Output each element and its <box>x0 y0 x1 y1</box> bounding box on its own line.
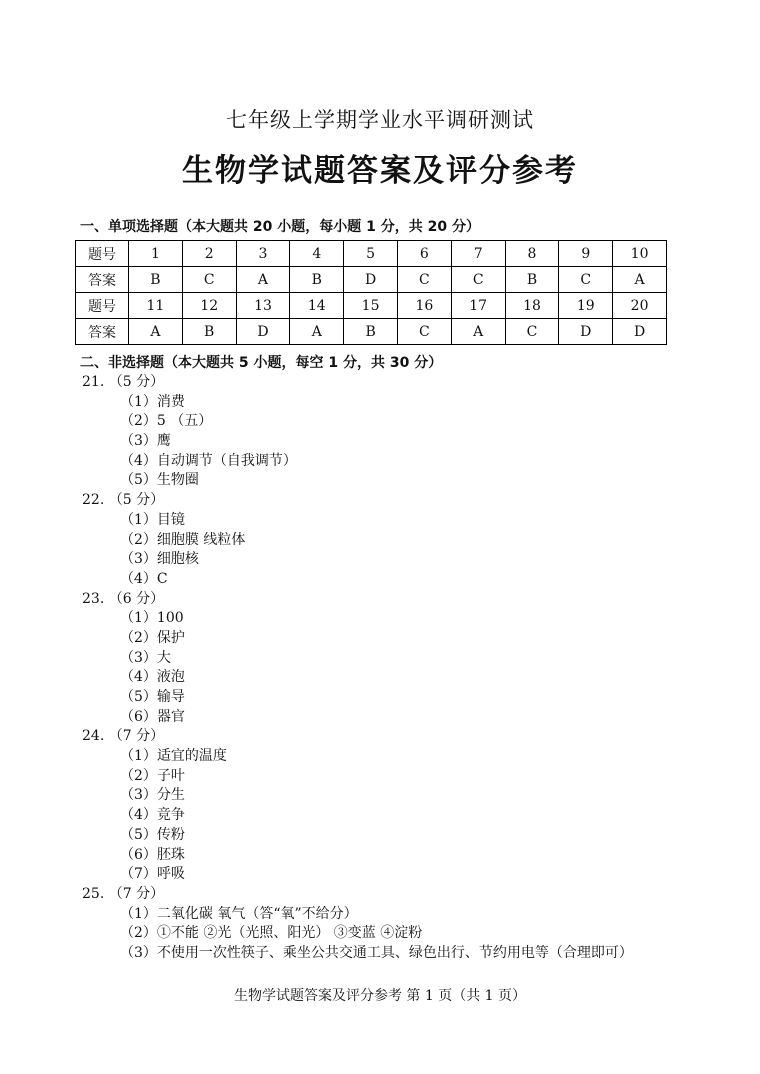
row-label: 题号 <box>76 241 129 267</box>
answer-line: （1）100 <box>120 610 184 627</box>
question-heading: 23. （6 分） <box>82 590 165 607</box>
table-cell: A <box>290 319 344 345</box>
row-label: 答案 <box>76 319 129 345</box>
table-cell: A <box>451 319 505 345</box>
row-label: 答案 <box>76 267 129 293</box>
table-cell: A <box>613 267 667 293</box>
answer-line: （5）输导 <box>120 689 185 705</box>
table-cell: B <box>505 267 559 293</box>
question-list <box>82 373 702 964</box>
answer-line: （2）保护 <box>120 629 185 646</box>
table-cell: B <box>290 267 344 293</box>
question-heading: 24. （7 分） <box>82 728 165 745</box>
answer-line: （6）器官 <box>120 708 185 725</box>
table-row <box>76 241 667 267</box>
table-cell: 11 <box>129 293 183 319</box>
answer-line: （4）自动调节（自我调节） <box>120 452 297 469</box>
question-heading: 21. （5 分） <box>82 374 165 390</box>
table-cell: A <box>236 267 290 293</box>
table-cell: B <box>344 319 398 345</box>
table-cell: C <box>451 267 505 293</box>
answer-line: （4）C <box>120 570 168 587</box>
table-cell: 14 <box>290 293 344 319</box>
table-cell: 20 <box>613 293 667 319</box>
answer-line: （1）二氧化碳 氧气（答“氧”不给分） <box>120 905 358 922</box>
table-row <box>76 267 667 293</box>
question-heading: 25. （7 分） <box>82 885 165 902</box>
page-footer: 生物学试题答案及评分参考 第 1 页（共 1 页） <box>233 988 527 1004</box>
answer-line: （7）呼吸 <box>120 866 185 883</box>
table-cell: 15 <box>344 293 398 319</box>
table-cell: 9 <box>559 241 613 267</box>
answer-line: （2）①不能 ②光（光照、阳光） ③变蓝 ④淀粉 <box>120 925 423 942</box>
row-label: 题号 <box>76 293 129 319</box>
answer-line: （3）大 <box>120 649 171 666</box>
table-cell: C <box>505 319 559 345</box>
table-cell: 7 <box>451 241 505 267</box>
answer-table <box>75 240 667 345</box>
document-title: 生物学试题答案及评分参考 <box>182 153 578 189</box>
answer-line: （6）胚珠 <box>120 846 185 863</box>
table-row <box>76 293 667 319</box>
answer-line: （3）细胞核 <box>120 551 199 568</box>
table-cell: B <box>182 319 236 345</box>
table-cell: B <box>129 267 183 293</box>
answer-line: （1）目镜 <box>120 511 185 528</box>
answer-line: （1）消费 <box>120 393 185 410</box>
answer-line: （4）液泡 <box>120 669 185 686</box>
table-cell: D <box>559 319 613 345</box>
answer-line: （5）传粉 <box>120 826 185 843</box>
table-cell: 4 <box>290 241 344 267</box>
table-cell: D <box>236 319 290 345</box>
section-heading-multiple-choice: 一、单项选择题（本大题共 20 小题，每小题 1 分，共 20 分） <box>80 219 480 235</box>
table-cell: 3 <box>236 241 290 267</box>
answer-line: （3）鹰 <box>120 433 171 450</box>
question-heading: 22. （5 分） <box>82 492 165 509</box>
table-cell: 6 <box>397 241 451 267</box>
table-row <box>76 319 667 345</box>
table-cell: 16 <box>397 293 451 319</box>
answer-line: （1）适宜的温度 <box>120 748 227 765</box>
answer-line: （4）竞争 <box>120 807 185 824</box>
answer-line: （2）细胞膜 线粒体 <box>120 531 246 548</box>
table-cell: 12 <box>182 293 236 319</box>
document-subtitle: 七年级上学期学业水平调研测试 <box>226 108 534 132</box>
answer-line: （5）生物圈 <box>120 472 199 489</box>
table-cell: C <box>559 267 613 293</box>
table-cell: 1 <box>129 241 183 267</box>
table-cell: D <box>344 267 398 293</box>
table-cell: 10 <box>613 241 667 267</box>
table-cell: 2 <box>182 241 236 267</box>
table-cell: C <box>182 267 236 293</box>
table-cell: C <box>397 319 451 345</box>
table-cell: 17 <box>451 293 505 319</box>
table-cell: C <box>397 267 451 293</box>
table-cell: 18 <box>505 293 559 319</box>
answer-line: （2）子叶 <box>120 767 185 784</box>
answer-line: （3）不使用一次性筷子、乘坐公共交通工具、绿色出行、节约用电等（合理即可） <box>120 944 633 961</box>
table-cell: 5 <box>344 241 398 267</box>
table-cell: A <box>129 319 183 345</box>
answer-line: （3）分生 <box>120 787 185 804</box>
table-cell: 13 <box>236 293 290 319</box>
table-cell: 19 <box>559 293 613 319</box>
answer-line: （2）5 （五） <box>120 413 213 430</box>
table-cell: 8 <box>505 241 559 267</box>
section-heading-non-choice: 二、非选择题（本大题共 5 小题，每空 1 分，共 30 分） <box>80 355 443 371</box>
table-cell: D <box>613 319 667 345</box>
